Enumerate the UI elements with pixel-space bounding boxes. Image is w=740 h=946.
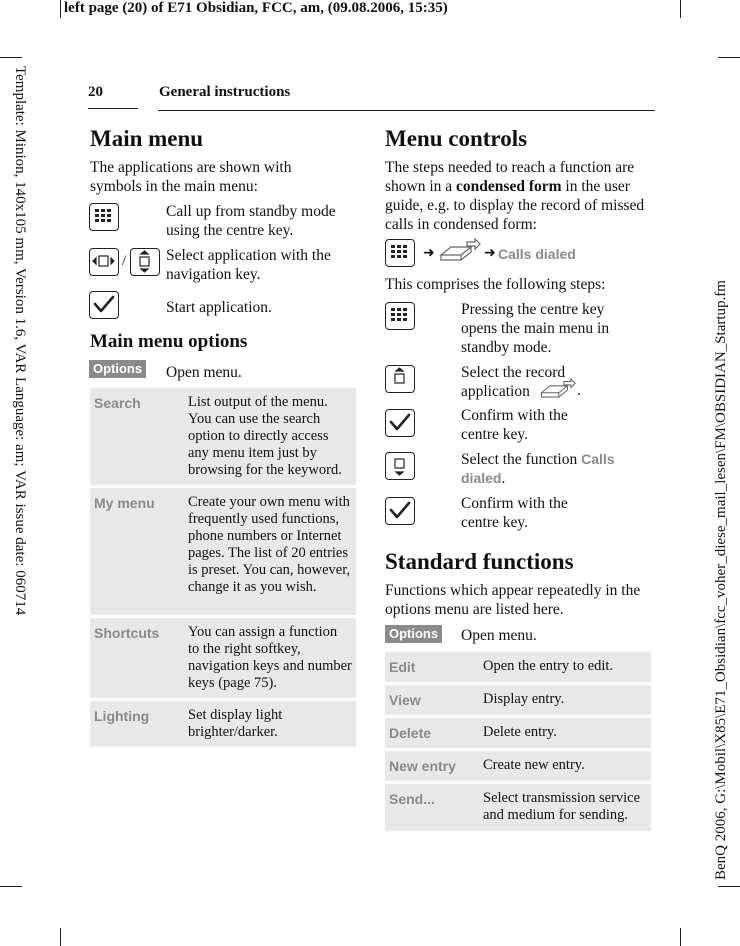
table-row <box>90 617 356 700</box>
function-description: Open the entry to edit. <box>479 652 651 684</box>
crop-mark <box>0 886 22 887</box>
function-description: Delete entry. <box>479 717 651 750</box>
crop-mark <box>680 928 681 946</box>
crop-mark <box>718 57 740 58</box>
main-menu-intro: The applications are shown with symbols in the main menu: <box>90 159 292 195</box>
nav-down-icon <box>385 452 415 480</box>
table-row <box>90 388 356 487</box>
table-row <box>385 717 651 750</box>
option-key: My menu <box>90 487 184 617</box>
header-rule <box>158 110 655 111</box>
icon-separator: / <box>122 253 127 269</box>
steps-intro: This comprises the following steps: <box>385 276 606 293</box>
step-text: Confirm with the centre key. <box>461 407 568 443</box>
menu-grid-icon <box>385 239 415 267</box>
menu-controls-heading: Menu controls <box>385 126 528 151</box>
options-badge-text: Open menu. <box>166 364 242 381</box>
navigation-keys-icon <box>89 248 119 276</box>
table-row <box>90 487 356 617</box>
phone-record-icon <box>537 378 577 404</box>
nav-up-down-icon <box>130 248 160 276</box>
step-text: Select the record application <box>461 364 566 400</box>
table-row <box>385 684 651 717</box>
standard-functions-intro: Functions which appear repeatedly in the options menu are listed here. <box>385 582 641 618</box>
main-menu-item-text: Select application with the navigation key. <box>166 247 331 283</box>
options-badge-text: Open menu. <box>461 627 537 644</box>
main-menu-heading: Main menu <box>90 126 204 151</box>
page-number: 20 <box>88 84 103 100</box>
main-menu-item-text: Start application. <box>166 299 272 316</box>
menu-grid-icon <box>385 302 415 330</box>
option-description: Create your own menu with frequently used functions, phone numbers or Internet pages. The list of 20 entries is preset. You can, however, change it as you wish. <box>184 487 356 617</box>
header-rule <box>88 108 138 109</box>
crop-mark <box>718 886 740 887</box>
option-description: You can assign a function to the right softkey, navigation keys and number keys (page 75). <box>184 617 356 700</box>
main-menu-options-heading: Main menu options <box>90 331 248 352</box>
section-title: General instructions <box>159 84 291 100</box>
checkmark-icon <box>385 409 415 437</box>
options-softkey-badge: Options <box>385 625 442 643</box>
function-key: New entry <box>385 750 479 783</box>
phone-record-icon <box>437 238 481 268</box>
crop-mark <box>60 928 61 946</box>
calls-dialed-label: Calls dialed <box>461 451 615 486</box>
options-softkey-badge: Options <box>89 360 146 378</box>
function-description: Create new entry. <box>479 750 651 783</box>
crop-mark <box>0 57 22 58</box>
table-row <box>90 700 356 749</box>
file-path-margin: BenQ 2006, G:\Mobil\X85\E71_Obsidian\fcc_voher_diese_mail_lesen\FM\OBSIDIAN_Startup.fm <box>713 280 729 880</box>
arrow-icon: ➜ <box>423 244 435 260</box>
calls-dialed-label: Calls dialed <box>498 246 576 262</box>
option-key: Lighting <box>90 700 184 749</box>
step-text: Pressing the centre key opens the main menu in standby mode. <box>461 301 610 356</box>
function-description: Select transmission service and medium for sending. <box>479 783 651 833</box>
option-key: Search <box>90 388 184 487</box>
arrow-icon: ➜ <box>484 244 496 260</box>
nav-up-icon <box>385 365 415 393</box>
standard-functions-heading: Standard functions <box>385 549 574 574</box>
function-key: Edit <box>385 652 479 684</box>
function-key: Delete <box>385 717 479 750</box>
menu-controls-intro: The steps needed to reach a function are shown in a condensed form in the user guide, e.g. to display the record of missed calls in condensed form: <box>385 159 645 233</box>
option-key: Shortcuts <box>90 617 184 700</box>
function-description: Display entry. <box>479 684 651 717</box>
function-key: Send... <box>385 783 479 833</box>
crop-mark <box>680 0 681 18</box>
table-row <box>385 783 651 833</box>
option-description: Set display light brighter/darker. <box>184 700 356 749</box>
table-row <box>385 750 651 783</box>
table-row <box>385 652 651 684</box>
standard-functions-table <box>385 652 651 834</box>
template-info-margin: Template: Minion, 140x105 mm, Version 1.6, VAR Language: am; VAR issue date: 060714 <box>12 66 28 616</box>
step-text: Select the function Calls dialed. <box>461 451 615 487</box>
function-key: View <box>385 684 479 717</box>
main-menu-item-text: Call up from standby mode using the centre key. <box>166 203 336 239</box>
checkmark-icon <box>89 291 119 319</box>
crop-mark <box>60 0 61 18</box>
main-menu-options-table <box>90 388 356 750</box>
menu-grid-icon <box>89 203 119 231</box>
page-header-line: left page (20) of E71 Obsidian, FCC, am, (09.08.2006, 15:35) <box>64 0 448 16</box>
step-period: . <box>577 382 581 399</box>
option-description: List output of the menu. You can use the search option to directly access any menu item just by browsing for the keyword. <box>184 388 356 487</box>
step-text: Confirm with the centre key. <box>461 495 568 531</box>
checkmark-icon <box>385 497 415 525</box>
